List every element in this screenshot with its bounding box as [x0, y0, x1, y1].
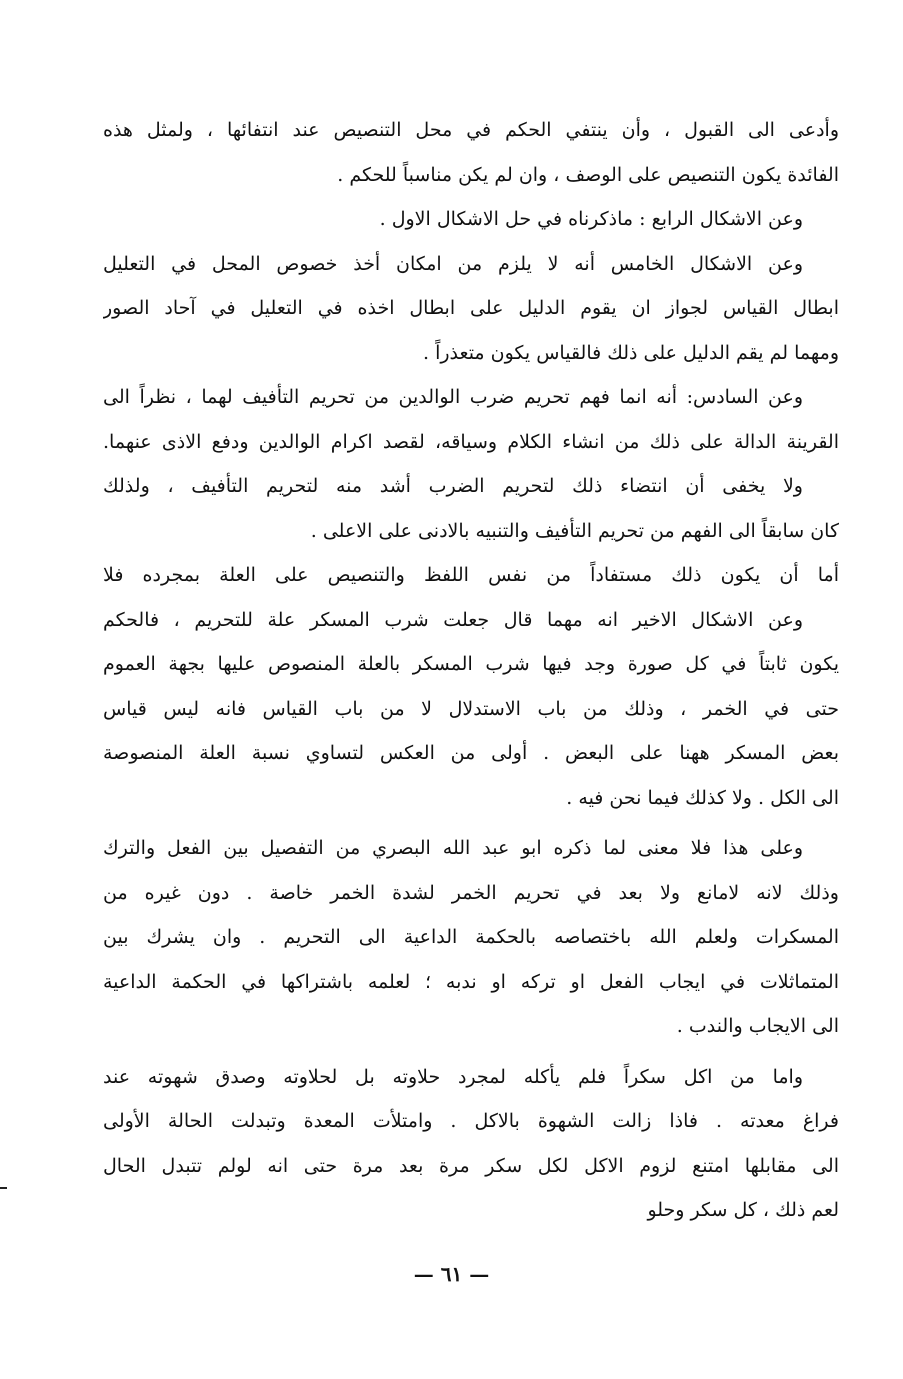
text-line: بعض المسكر ههنا على البعض . أولى من العكس لتساوي نسبة العلة المنصوصة	[103, 742, 839, 764]
text-line: الى مقابلها امتنع لزوم الاكل لكل سكر مرة بعد مرة حتى انه لولم تتبدل الحال	[103, 1154, 839, 1177]
text-line: ابطال القياس لجواز ان يقوم الدليل على ابطال اخذه في التعليل في آحاد الصور	[103, 297, 839, 319]
text-line: وعن الاشكال الاخير انه مهما قال جعلت شرب المسكر علة للتحريم ، فالحكم	[103, 608, 803, 631]
text-line: لعم ذلك ، كل سكر وحلو	[647, 1199, 839, 1221]
text-line: الى الايجاب والندب .	[676, 1015, 839, 1037]
text-line: ومهما لم يقم الدليل على ذلك فالقياس يكون متعذراً .	[423, 341, 839, 364]
text-line: وعن الاشكال الرابع : ماذكرناه في حل الاشكال الاول .	[379, 208, 803, 230]
text-line: المسكرات ولعلم الله باختصاصه بالحكمة الداعية الى التحريم . وان يشرك بين	[103, 926, 839, 948]
text-line: فراغ معدته . فاذا زالت الشهوة بالاكل . وامتلأت المعدة وتبدلت الحالة الأولى	[103, 1110, 839, 1132]
text-line: وعن السادس: أنه انما فهم تحريم ضرب الوالدين من تحريم التأفيف لهما ، نظراً الى	[103, 386, 803, 408]
text-line: المتماثلات في ايجاب الفعل او تركه او ندبه ؛ لعلمه باشتراكها في الحكمة الداعية	[103, 970, 839, 993]
text-line: واما من اكل سكراً فلم يأكله لمجرد حلاوته بل لحلاوته وصدق شهوته عند	[103, 1065, 803, 1088]
text-line: يكون ثابتاً في كل صورة وجد فيها شرب المسكر بالعلة المنصوص عليها بجهة العموم	[103, 653, 839, 675]
text-line: الى الكل . ولا كذلك فيما نحن فيه .	[566, 786, 839, 809]
text-line: أما أن يكون ذلك مستفاداً من نفس اللفظ والتنصيص على العلة بمجرده فلا	[103, 564, 839, 586]
page-number: — ٦١ —	[413, 1262, 490, 1286]
text-line: ولا يخفى أن انتضاء ذلك لتحريم الضرب أشد منه لتحريم التأفيف ، ولذلك	[103, 475, 803, 497]
text-line: القرينة الدالة على ذلك من انشاء الكلام وسياقه، لقصد اكرام الوالدين ودفع الاذى عنهما.	[103, 430, 839, 453]
text-line: وذلك لانه لامانع ولا بعد في تحريم الخمر لشدة الخمر خاصة . دون غيره من	[103, 881, 839, 904]
text-line: كان سابقاً الى الفهم من تحريم التأفيف والتنبيه بالادنى على الاعلى .	[310, 519, 839, 542]
scan-edge-mark	[0, 1187, 7, 1189]
text-line: وعلى هذا فلا معنى لما ذكره ابو عبد الله البصري من التفصيل بين الفعل والترك	[103, 837, 803, 859]
text-line: حتى في الخمر ، وذلك من باب الاستدلال لا من باب القياس فانه ليس قياس	[103, 697, 839, 720]
body-text	[103, 108, 839, 1233]
text-line: الفائدة يكون التنصيص على الوصف ، وان لم يكن مناسباً للحكم .	[337, 163, 839, 186]
text-line: وأدعى الى القبول ، وأن ينتفي الحكم في محل التنصيص عند انتفائها ، ولمثل هذه	[103, 119, 839, 141]
text-line: وعن الاشكال الخامس أنه لا يلزم من امكان أخذ خصوص المحل في التعليل	[103, 252, 803, 275]
